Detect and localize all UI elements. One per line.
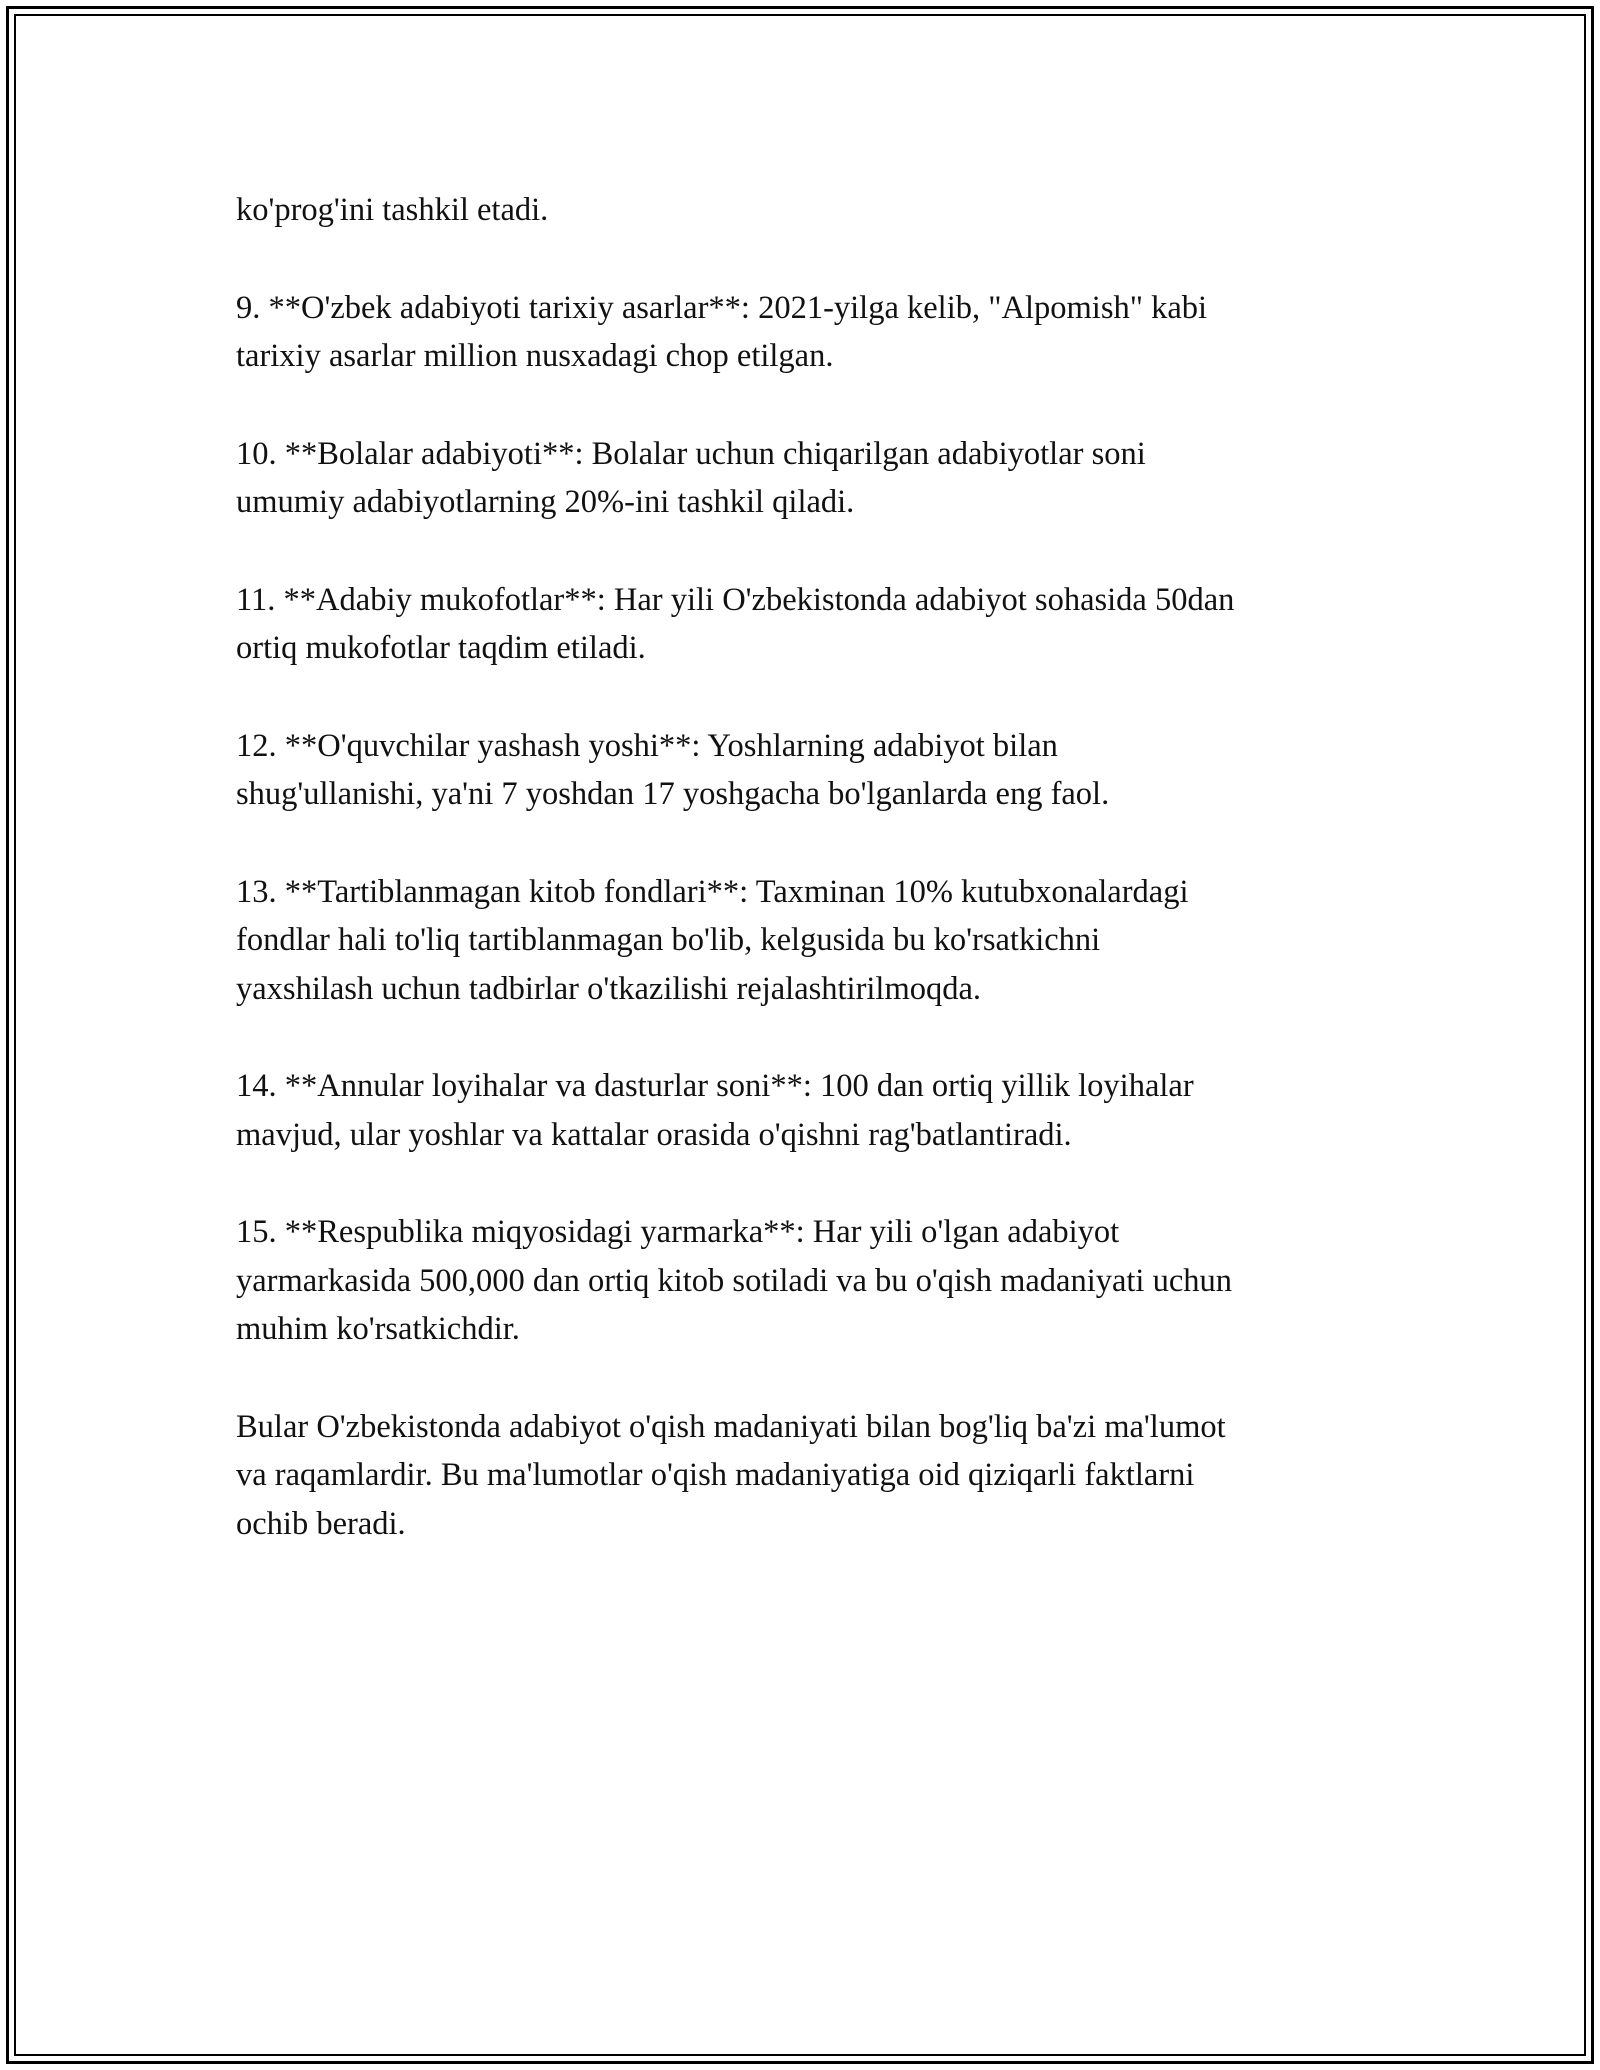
list-item-9: 9. **O'zbek adabiyoti tarixiy asarlar**: 2021-yilga kelib, "Alpomish" kabi tarixiy asarlar million nusxadagi chop etilgan. xyxy=(236,289,1208,374)
list-item-11: 11. **Adabiy mukofotlar**: Har yili O'zbekistonda adabiyot sohasida 50dan ortiq mukofotlar taqdim etiladi. xyxy=(236,581,1235,666)
paragraph-continuation: ko'prog'ini tashkil etadi. xyxy=(236,192,549,228)
document-body xyxy=(236,186,1366,1597)
list-item-14: 14. **Annular loyihalar va dasturlar soni**: 100 dan ortiq yillik loyihalar mavjud, ular yoshlar va kattalar orasida o'qishni rag'batlantiradi. xyxy=(236,1068,1194,1153)
conclusion-paragraph: Bular O'zbekistonda adabiyot o'qish madaniyati bilan bog'liq ba'zi ma'lumot va raqamlardir. Bu ma'lumotlar o'qish madaniyatiga oid qiziqarli faktlarni ochib beradi. xyxy=(236,1408,1226,1542)
list-item-15: 15. **Respublika miqyosidagi yarmarka**: Har yili o'lgan adabiyot yarmarkasida 500,000 dan ortiq kitob sotiladi va bu o'qish madaniyati uchun muhim ko'rsatkichdir. xyxy=(236,1214,1233,1347)
list-item-12: 12. **O'quvchilar yashash yoshi**: Yoshlarning adabiyot bilan shug'ullanishi, ya'ni 7 yoshdan 17 yoshgacha bo'lganlarda eng faol. xyxy=(236,727,1110,812)
list-item-13: 13. **Tartiblanmagan kitob fondlari**: Taxminan 10% kutubxonalardagi fondlar hali to'liq tartiblanmagan bo'lib, kelgusida bu ko'rsatkichni yaxshilash uchun tadbirlar o'tkazilishi rejalashtirilmoqda. xyxy=(236,873,1189,1007)
list-item-10: 10. **Bolalar adabiyoti**: Bolalar uchun chiqarilgan adabiyotlar soni umumiy adabiyotlarning 20%-ini tashkil qiladi. xyxy=(236,435,1146,520)
